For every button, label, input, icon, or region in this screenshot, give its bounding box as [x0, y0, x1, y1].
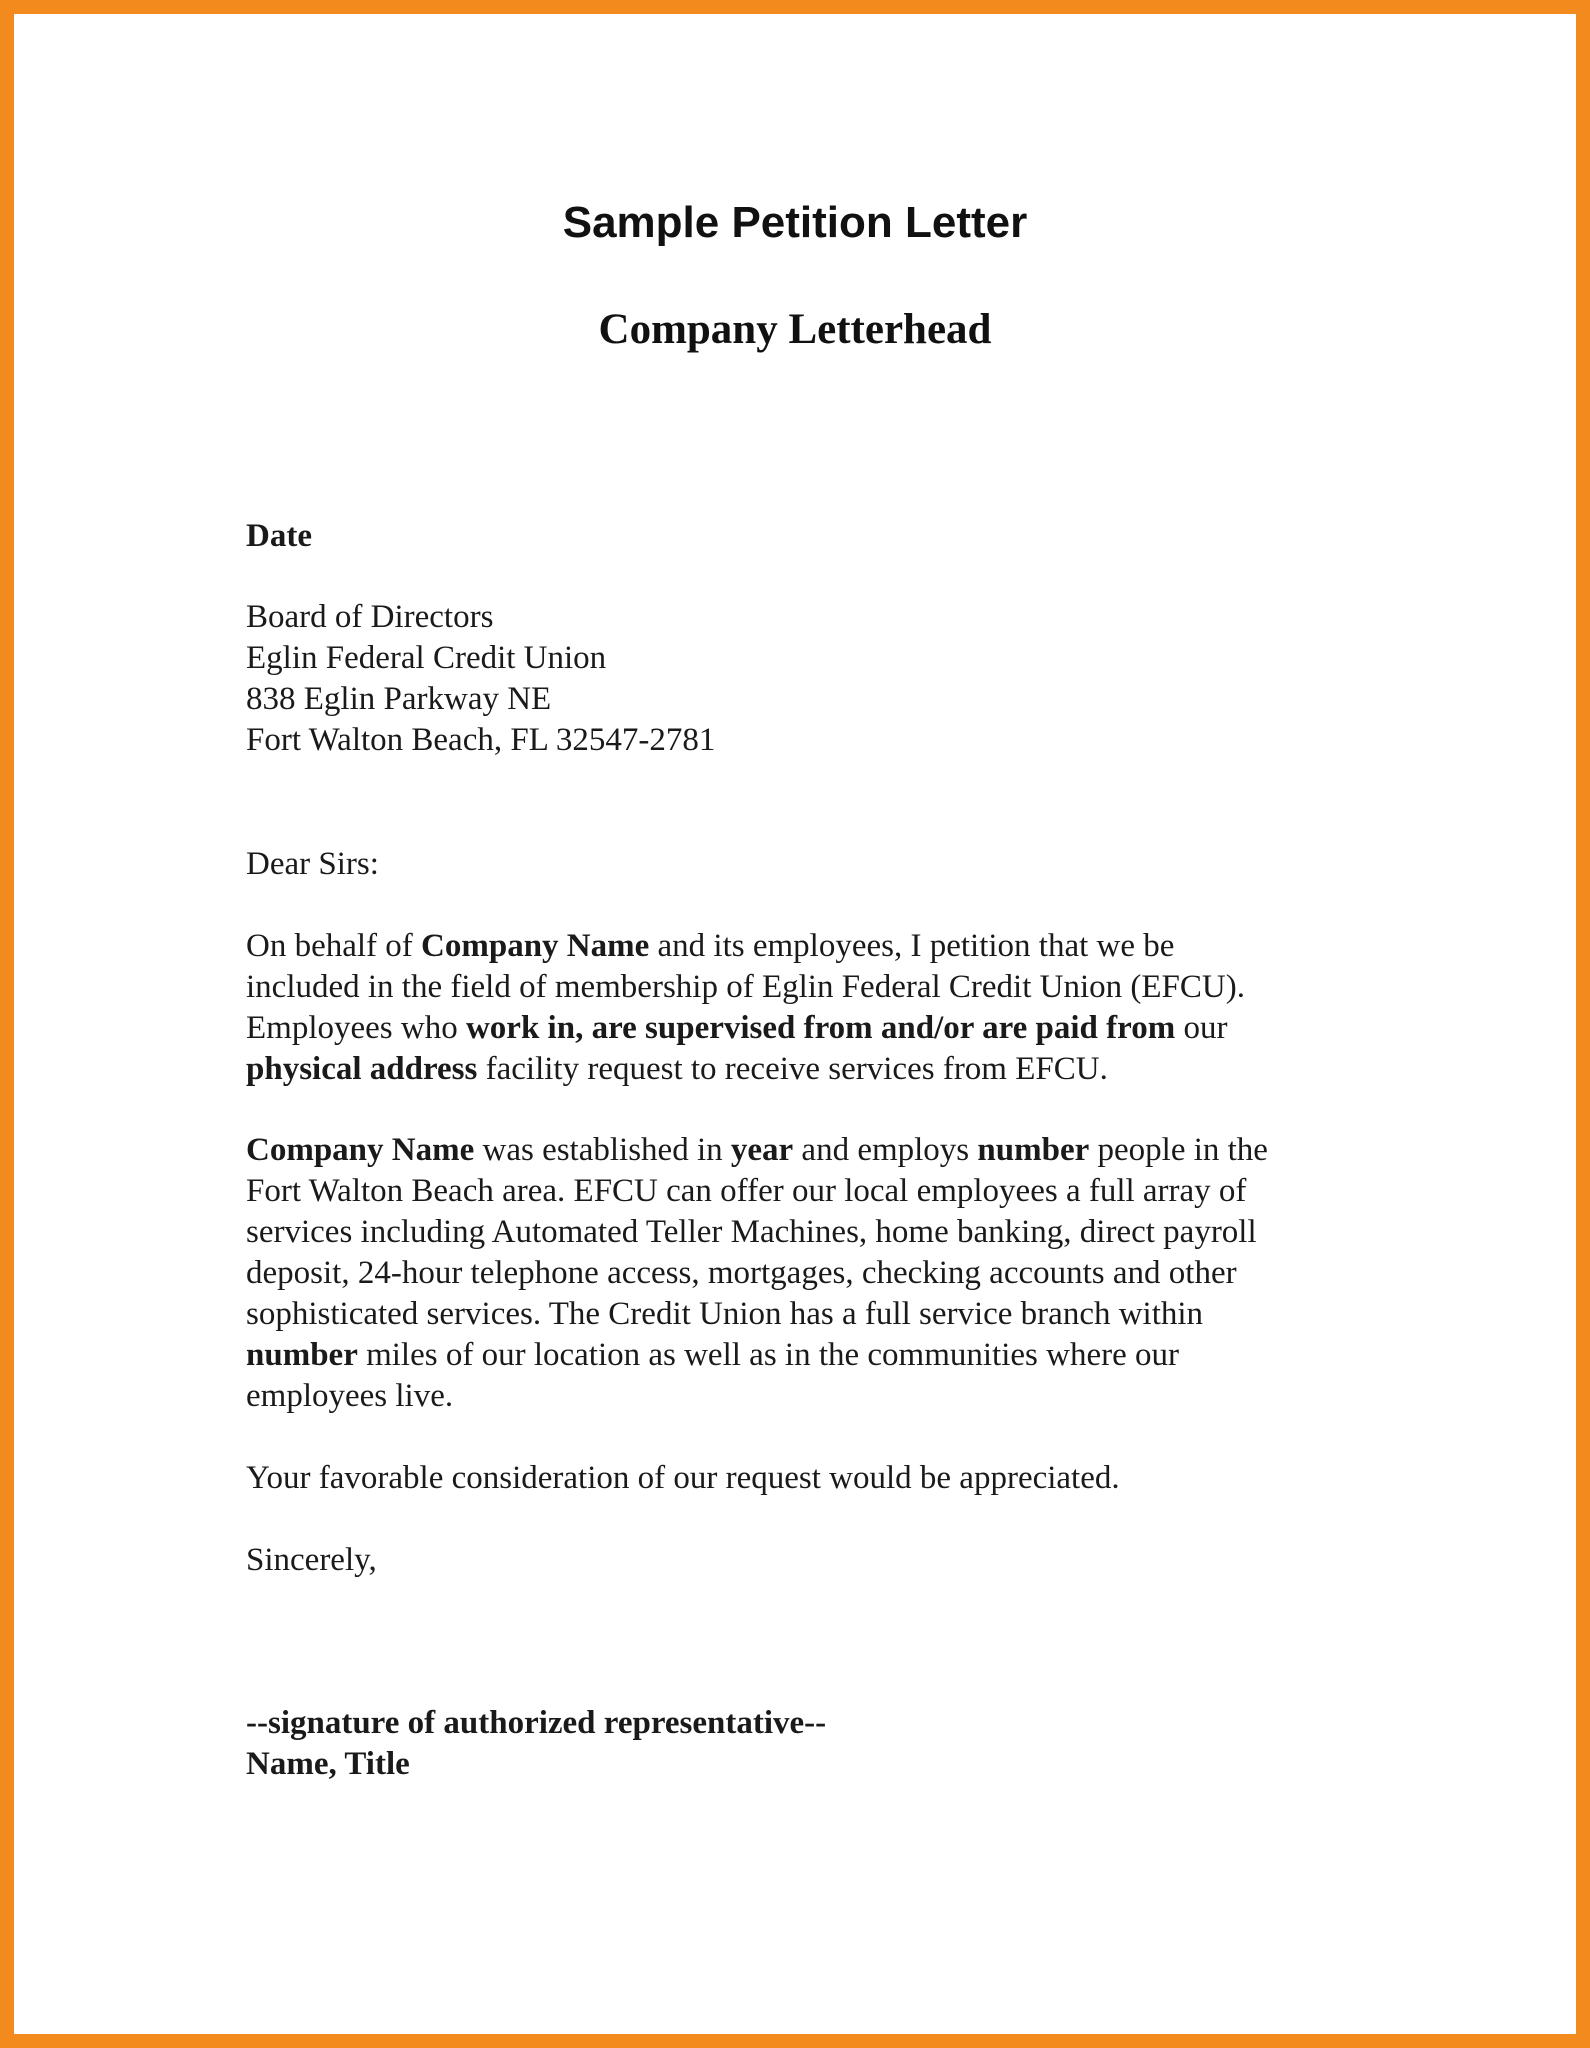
address-line: 838 Eglin Parkway NE — [246, 681, 552, 717]
page-title: Sample Petition Letter — [562, 198, 1028, 247]
signature-block — [246, 1703, 1386, 1785]
salutation: Dear Sirs: — [246, 846, 379, 882]
signature-line: --signature of authorized representative-- — [246, 1705, 827, 1741]
text-run: was established in — [474, 1132, 731, 1168]
paragraph-line: included in the field of membership of Eglin Federal Credit Union (EFCU). — [246, 969, 1245, 1005]
text-run: our — [1175, 1010, 1228, 1046]
text-run: miles of our location as well as in the communities where our — [357, 1337, 1179, 1373]
paragraph-2 — [246, 1130, 1386, 1417]
date-label: Date — [246, 518, 312, 554]
text-run: and its employees, I petition that we be — [649, 928, 1175, 964]
text-run: On behalf of — [246, 928, 422, 964]
paragraph-1 — [246, 926, 1386, 1090]
bold-placeholder: Company Name — [246, 1132, 475, 1168]
paragraph-line — [246, 1130, 1386, 1171]
bold-placeholder: number — [977, 1132, 1090, 1168]
text-run: Employees who — [246, 1010, 466, 1046]
closing: Sincerely, — [246, 1542, 377, 1578]
bold-placeholder: work in, are supervised from and/or are paid from — [465, 1010, 1176, 1046]
address-line: Eglin Federal Credit Union — [246, 640, 607, 676]
paragraph-line: sophisticated services. The Credit Union has a full service branch within — [246, 1296, 1204, 1332]
recipient-address — [246, 597, 1386, 761]
bold-placeholder: Company Name — [421, 928, 650, 964]
paragraph-line: deposit, 24-hour telephone access, mortgages, checking accounts and other — [246, 1255, 1237, 1291]
bold-placeholder: physical address — [246, 1051, 478, 1087]
name-title: Name, Title — [246, 1746, 410, 1782]
bold-placeholder: number — [246, 1337, 358, 1373]
paragraph-line — [246, 1008, 1386, 1049]
letterhead-heading: Company Letterhead — [598, 306, 992, 353]
address-line: Board of Directors — [246, 599, 494, 635]
text-run: facility request to receive services from EFCU. — [477, 1051, 1108, 1087]
paragraph-line — [246, 926, 1386, 967]
text-run: and employs — [793, 1132, 978, 1168]
paragraph-line — [246, 1049, 1386, 1090]
paragraph-line: services including Automated Teller Machines, home banking, direct payroll — [246, 1214, 1257, 1250]
paragraph-line: employees live. — [246, 1378, 454, 1414]
paragraph-line: Fort Walton Beach area. EFCU can offer our local employees a full array of — [246, 1173, 1247, 1209]
address-line: Fort Walton Beach, FL 32547-2781 — [246, 722, 716, 758]
bold-placeholder: year — [730, 1132, 794, 1168]
paragraph-3: Your favorable consideration of our request would be appreciated. — [246, 1460, 1120, 1496]
text-run: people in the — [1089, 1132, 1268, 1168]
paragraph-line — [246, 1335, 1386, 1376]
